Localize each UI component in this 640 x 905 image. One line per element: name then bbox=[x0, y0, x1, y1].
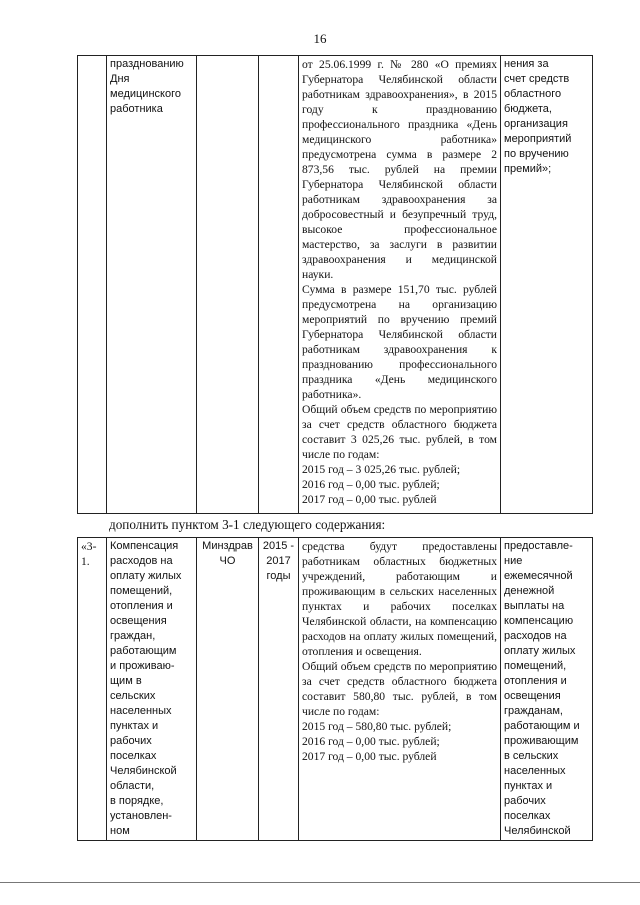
instruction-line: дополнить пунктом 3-1 следующего содержания: bbox=[109, 517, 386, 532]
page-number: 16 bbox=[313, 31, 327, 46]
paragraph: 2015 год – 3 025,26 тыс. рублей; 2016 год – 0,00 тыс. рублей; 2017 год – 0,00 тыс. рублей bbox=[302, 463, 461, 506]
paragraph: Сумма в размере 151,70 тыс. рублей предусмотрена на организацию мероприятий по вручению премий Губернатора Челябинской области работникам здравоохранения к празднованию профессионального праздника «День медицинского работника». bbox=[302, 283, 497, 401]
cell-event-name: Компенсация расходов на оплату жилых помещений, отопления и освещения граждан, работающим и проживаю- щим в сельских населенных пунктах и рабочих поселках Челябинской области, в порядке, установлен- ном bbox=[107, 538, 197, 841]
paragraph: средства будут предоставлены работникам областных бюджетных учреждений, работающим и проживающим в сельских населенных пунктах и рабочих поселках Челябинской области, на компенсацию расходов на оплату жилых помещений, отопления и освещения. bbox=[302, 540, 497, 658]
paragraph: Общий объем средств по мероприятию за счет средств областного бюджета составит 3 025,26 тыс. рублей, в том числе по годам: bbox=[302, 403, 497, 461]
footer-rule bbox=[0, 882, 640, 883]
table-row bbox=[78, 56, 593, 514]
cell-funding-description bbox=[299, 56, 501, 514]
cell-expected-result: предоставле- ние ежемесячной денежной выплаты на компенсацию расходов на оплату жилых помещений, отопления и освещения гражданам, работающим и проживающим в сельских населенных пунктах и рабочих поселках Челябинской bbox=[501, 538, 593, 841]
cell-executor: Минздрав ЧО bbox=[197, 538, 259, 841]
paragraph: Общий объем средств по мероприятию за счет средств областного бюджета составит 580,80 тыс. рублей, в том числе по годам: bbox=[302, 660, 497, 718]
cell-period bbox=[259, 56, 299, 514]
paragraph: от 25.06.1999 г. № 280 «О премиях Губернатора Челябинской области работникам здравоохранения», в 2015 году к празднованию профессионального праздника «День медицинского работника» предусмотрена сумма в размере 2 873,56 тыс. рублей на премии Губернатора Челябинской области работникам здравоохранения за добросовестный и безупречный труд, высокое профессиональное мастерство, за заслуги в развитии здравоохранения и медицинской науки. bbox=[302, 58, 497, 281]
cell-item-number: «3-1. bbox=[78, 538, 107, 841]
cell-executor bbox=[197, 56, 259, 514]
cell-period: 2015 - 2017 годы bbox=[259, 538, 299, 841]
cell-funding-description bbox=[299, 538, 501, 841]
cell-event-name: празднованию Дня медицинского работника bbox=[107, 56, 197, 514]
cell-expected-result: нения за счет средств областного бюджета, организация мероприятий по вручению премий»; bbox=[501, 56, 593, 514]
cell-item-number bbox=[78, 56, 107, 514]
program-table-top bbox=[77, 55, 593, 514]
program-table-bottom bbox=[77, 537, 593, 841]
paragraph: 2015 год – 580,80 тыс. рублей; 2016 год – 0,00 тыс. рублей; 2017 год – 0,00 тыс. рублей bbox=[302, 720, 452, 763]
table-row bbox=[78, 538, 593, 841]
